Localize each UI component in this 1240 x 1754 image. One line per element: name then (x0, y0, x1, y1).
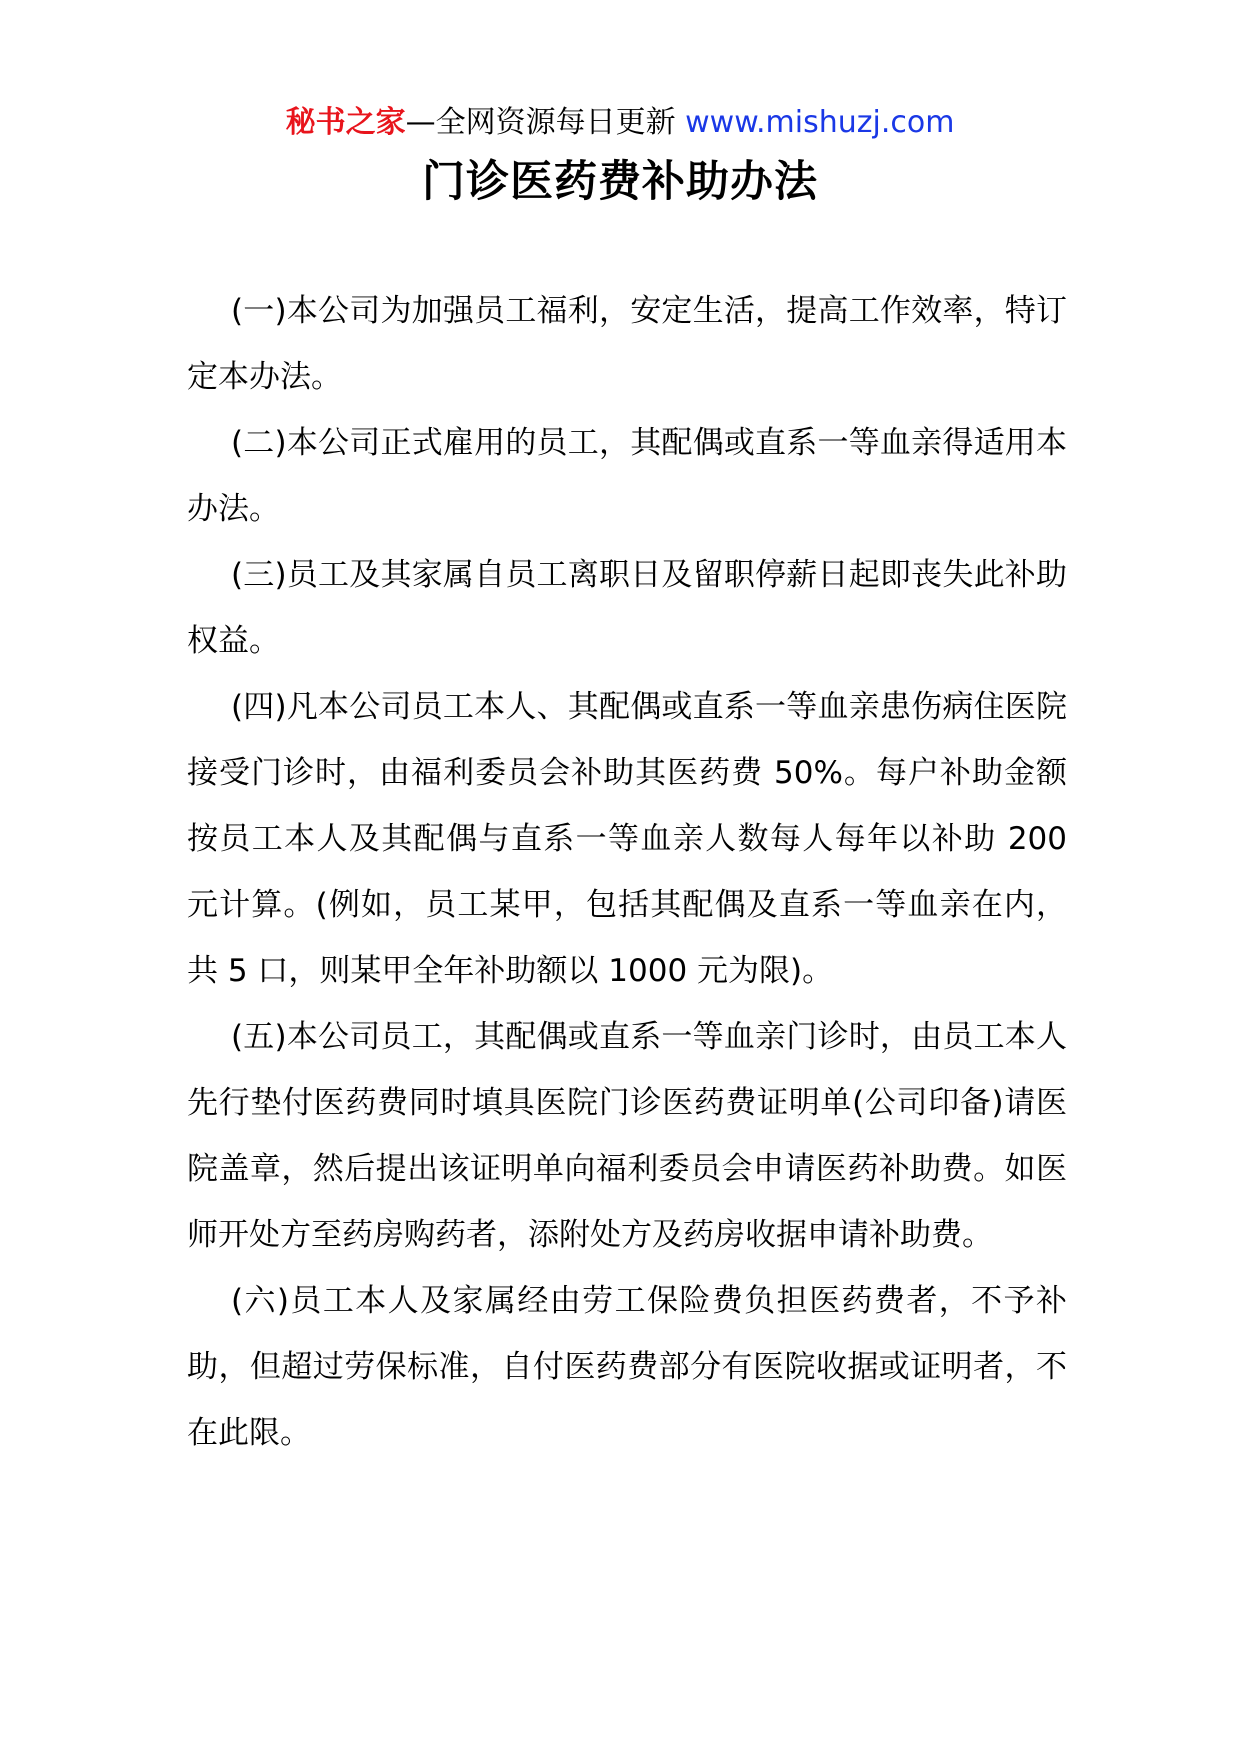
paragraph-3: (三)员工及其家属自员工离职日及留职停薪日起即丧失此补助权益。 (187, 557, 1067, 659)
site-tagline: —全网资源每日更新 (405, 105, 676, 140)
site-header (0, 103, 1240, 143)
site-url-link[interactable]: www.mishuzj.com (685, 105, 955, 140)
paragraph-1: (一)本公司为加强员工福利，安定生活，提高工作效率，特订定本办法。 (187, 293, 1067, 395)
document-body (187, 278, 1067, 1466)
paragraph-6: (六)员工本人及家属经由劳工保险费负担医药费者，不予补助，但超过劳保标准，自付医药费部分有医院收据或证明者，不在此限。 (187, 1283, 1067, 1451)
document-title: 门诊医药费补助办法 (422, 157, 818, 207)
paragraph-2: (二)本公司正式雇用的员工，其配偶或直系一等血亲得适用本办法。 (187, 425, 1067, 527)
paragraph-4: (四)凡本公司员工本人、其配偶或直系一等血亲患伤病住医院接受门诊时，由福利委员会补助其医药费 50%。每户补助金额按员工本人及其配偶与直系一等血亲人数每人每年以补助 200 元计算。(例如，员工某甲，包括其配偶及直系一等血亲在内，共 5 口，则某甲全年补助额以 1000 元为限)。 (187, 689, 1067, 989)
paragraph-5: (五)本公司员工，其配偶或直系一等血亲门诊时，由员工本人先行垫付医药费同时填具医院门诊医药费证明单(公司印备)请医院盖章，然后提出该证明单向福利委员会申请医药补助费。如医师开处方至药房购药者，添附处方及药房收据申请补助费。 (187, 1019, 1067, 1253)
brand-name: 秘书之家 (285, 105, 406, 140)
